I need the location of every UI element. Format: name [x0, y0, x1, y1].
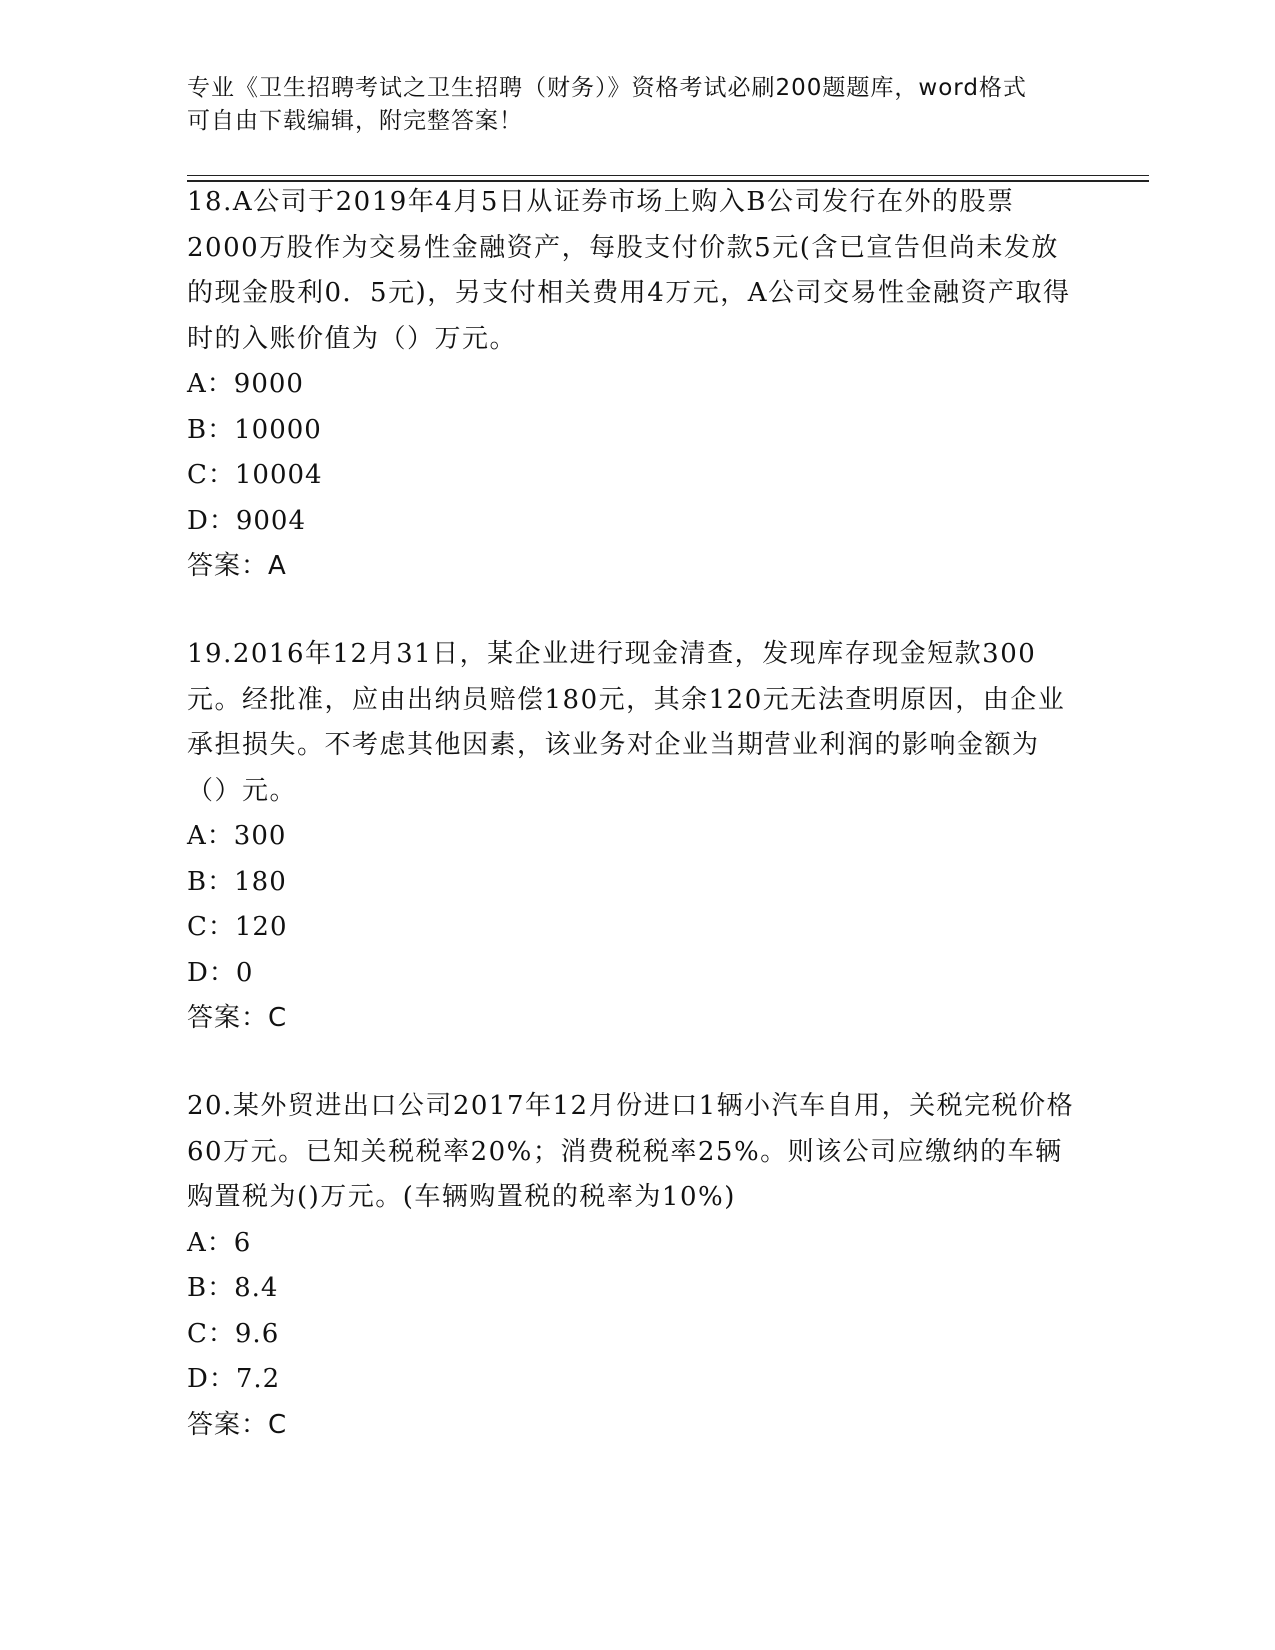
answer: 答案：C	[187, 1409, 288, 1440]
header-line-1: 专业《卫生招聘考试之卫生招聘（财务）》资格考试必刷200题题库，word格式	[187, 75, 1027, 101]
option-d: D：7.2	[187, 1364, 281, 1394]
option-a: A：9000	[187, 369, 304, 399]
answer: 答案：A	[187, 551, 287, 581]
question-stem: 19.2016年12月31日，某企业进行现金清查，发现库存现金短款300元。经批准，应由出纳员赔偿180元，其余120元无法查明原因，由企业承担损失。不考虑其他因素，该业务对企业当期营业利润的影响金额为（）元。	[187, 639, 1066, 806]
option-a: A：300	[187, 821, 287, 851]
answer: 答案：C	[187, 1003, 288, 1033]
document-header	[187, 72, 1067, 138]
header-divider-thin	[187, 175, 1149, 176]
option-c: C：120	[187, 912, 288, 942]
question-19	[187, 632, 1077, 1042]
question-stem: 18.A公司于2019年4月5日从证券市场上购入B公司发行在外的股票2000万股作为交易性金融资产，每股支付价款5元(含已宣告但尚未发放的现金股利0．5元)，另支付相关费用4万元，A公司交易性金融资产取得时的入账价值为（）万元。	[187, 187, 1071, 354]
question-18	[187, 180, 1077, 590]
option-c: C：9.6	[187, 1318, 280, 1349]
option-d: D：9004	[187, 505, 307, 536]
question-stem: 20.某外贸进出口公司2017年12月份进口1辆小汽车自用，关税完税价格60万元。已知关税税率20%；消费税税率25%。则该公司应缴纳的车辆购置税为()万元。(车辆购置税的税率为10%)	[187, 1091, 1075, 1212]
option-c: C：10004	[187, 460, 323, 490]
option-b: B：10000	[187, 414, 322, 445]
option-a: A：6	[187, 1227, 252, 1258]
option-d: D：0	[187, 957, 254, 988]
option-b: B：8.4	[187, 1273, 279, 1303]
option-b: B：180	[187, 866, 287, 897]
question-20	[187, 1084, 1077, 1448]
header-line-2: 可自由下载编辑，附完整答案！	[187, 108, 523, 134]
